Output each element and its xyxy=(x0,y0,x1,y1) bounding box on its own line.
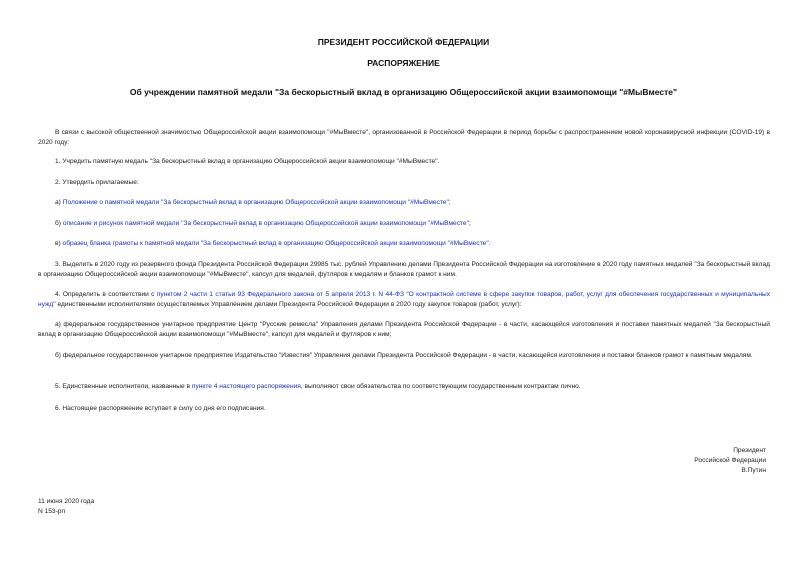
paragraph-5-prefix: 5. Единственные исполнители, названные в xyxy=(55,383,192,390)
paragraph-2b xyxy=(38,219,770,229)
paragraph-2a xyxy=(38,198,770,208)
paragraph-4-prefix: 4. Определить в соответствии с xyxy=(55,291,157,298)
paragraph-1: 1. Учредить памятную медаль "За бескорыстный вклад в организацию Общероссийской акции взаимопомощи "#МыВместе". xyxy=(55,158,440,165)
point-4-link[interactable]: пункте 4 настоящего распоряжения xyxy=(191,383,301,390)
signature-block xyxy=(694,446,766,476)
paragraph-4a: а) федеральное государственное унитарное предприятие Центр "Русские ремесла" Управления делами Президента Российской Федерации - в части, касающейся изготовления и поставки памятных медалей "За бескорыстный вклад в организацию Общероссийской акции взаимопомощи "#МыВместе", капсул для медалей и футляров к ним; xyxy=(38,321,770,338)
paragraph-3: 3. Выделить в 2020 году из резервного фонда Президента Российской Федерации 29985 тыс. рублей Управлению делами Президента Российской Федерации на изготовление в 2020 году памятных медалей "За бескорыстный вклад в организацию Общероссийской акции взаимопомощи "#МыВместе", капсул для медалей, футляров к медалям и бланков грамот к ним. xyxy=(38,261,770,278)
paragraph-5 xyxy=(38,382,770,392)
paragraph-2a-prefix: а) xyxy=(55,199,63,206)
paragraph-4-suffix: единственными исполнителями осуществляемых Управлением делами Президента Российской Федерации в 2020 году закупок товаров (работ, услуг): xyxy=(55,301,522,308)
paragraph-2: 2. Утвердить прилагаемые: xyxy=(55,179,139,186)
paragraph-2c xyxy=(38,239,770,249)
paragraph-4b: б) федеральное государственное унитарное предприятие Издательство "Известия" Управления делами Президента Российской Федерации - в части, касающейся изготовления и поставки бланков грамот к памятным медалям. xyxy=(55,352,753,359)
issuer-heading: ПРЕЗИДЕНТ РОССИЙСКОЙ ФЕДЕРАЦИИ xyxy=(317,37,490,47)
certificate-form-link[interactable]: образец бланка грамоты к памятной медали "За бескорыстный вклад в организацию Общероссийской акции взаимопомощи "#МыВместе" xyxy=(62,240,489,247)
paragraph-2a-suffix: ; xyxy=(448,199,451,206)
paragraph-6: 6. Настоящее распоряжение вступает в силу со дня его подписания. xyxy=(55,405,266,412)
paragraph-2c-prefix: в) xyxy=(55,240,63,247)
signature-name: В.Путин xyxy=(741,467,766,474)
document-number: N 153-рп xyxy=(38,508,66,515)
document-title: Об учреждении памятной медали "За бескорыстный вклад в организацию Общероссийской акции взаимопомощи "#МыВместе" xyxy=(129,87,678,97)
paragraph-2c-suffix: . xyxy=(488,240,491,247)
intro-paragraph: В связи с высокой общественной значимостью Общероссийской акции взаимопомощи "#МыВместе", организованной в Российской Федерации в период борьбы с распространением новой коронавирусной инфекции (COVID-19) в 2020 году: xyxy=(38,129,770,146)
document-date: 11 июня 2020 года xyxy=(38,498,95,505)
paragraph-2b-suffix: ; xyxy=(468,220,471,227)
description-link[interactable]: описание и рисунок памятной медали "За бескорыстный вклад в организацию Общероссийской акции взаимопомощи "#МыВместе" xyxy=(62,220,469,227)
paragraph-5-suffix: , выполняют свои обязательства по соответствующим государственным контрактам лично. xyxy=(300,383,581,390)
signature-title: Президент xyxy=(733,447,766,454)
document-footer xyxy=(38,497,94,517)
regulation-link[interactable]: Положение о памятной медали "За бескорыстный вклад в организацию Общероссийской акции взаимопомощи "#МыВместе" xyxy=(62,199,449,206)
federal-law-link[interactable]: пунктом 2 части 1 статьи 93 Федерального закона от 5 апреля 2013 г. N 44-ФЗ "О контрактной системе в сфере закупок товаров, работ, услуг для обеспечения государственных и муниципальных нужд" xyxy=(38,291,771,308)
document-type-heading: РАСПОРЯЖЕНИЕ xyxy=(367,58,440,68)
signature-country: Российской Федерации xyxy=(694,457,766,464)
paragraph-4 xyxy=(38,290,770,310)
paragraph-2b-prefix: б) xyxy=(55,220,63,227)
